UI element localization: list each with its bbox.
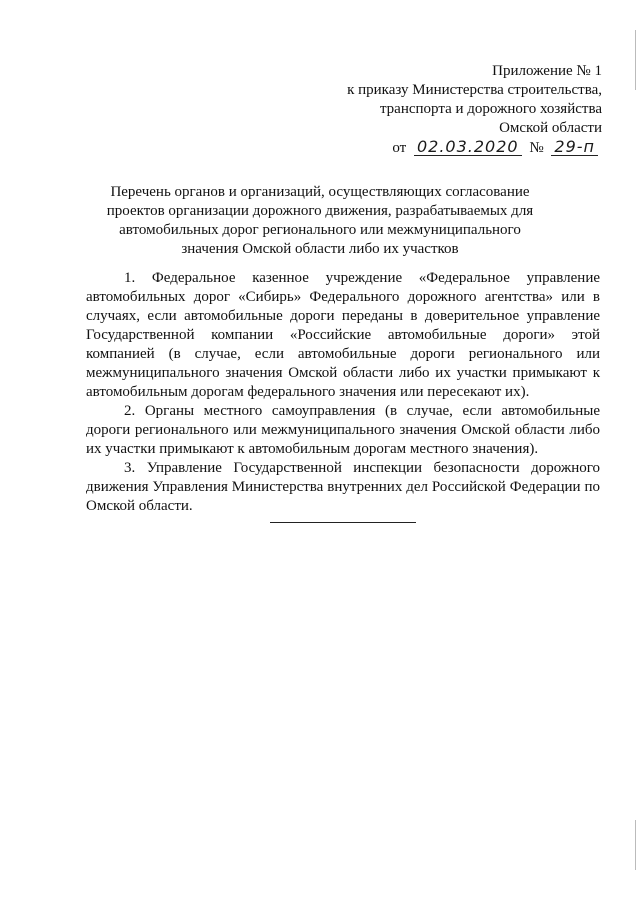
title-line-3: автомобильных дорог регионального или межмуниципального <box>119 222 521 238</box>
scan-edge-mark-bottom <box>635 820 636 870</box>
organization-list <box>86 269 600 516</box>
title-line-4: значения Омской области либо их участков <box>181 241 459 257</box>
order-prefix: от <box>392 140 407 156</box>
order-number-handwritten: 29-п <box>551 139 598 156</box>
appendix-label: Приложение № 1 <box>492 63 602 79</box>
order-line <box>282 139 602 158</box>
list-item-1: 1. Федеральное казенное учреждение «Федеральное управление автомобильных дорог «Сибирь» Федерального дорожного агентства» или в случаях, если автомобильные дороги переданы в доверительное управление Государственной компании «Российские автомобильные дороги» этой компанией (в случае, если автомобильные дороги регионального или межмуниципального значения Омской области либо их участки примыкают к автомобильным дорогам федерального значения или пересекают их). <box>86 270 600 400</box>
appendix-region: Омской области <box>499 120 602 136</box>
appendix-order-ref: к приказу Министерства строительства, <box>347 82 602 98</box>
title-line-2: проектов организации дорожного движения, разрабатываемых для <box>106 203 534 219</box>
list-item-2: 2. Органы местного самоуправления (в случае, если автомобильные дороги регионального или межмуниципального значения Омской области либо их участки примыкают к автомобильным дорогам местного значения). <box>86 403 600 457</box>
scan-edge-mark-top <box>635 30 636 90</box>
document-title <box>100 183 540 259</box>
appendix-header <box>282 62 602 158</box>
order-date-handwritten: 02.03.2020 <box>414 139 522 156</box>
closing-separator-line <box>270 522 416 523</box>
order-number-label: № <box>529 140 544 156</box>
appendix-ministry: транспорта и дорожного хозяйства <box>379 101 602 117</box>
list-item-3: 3. Управление Государственной инспекции безопасности дорожного движения Управления Министерства внутренних дел Российской Федерации по Омской области. <box>86 460 600 514</box>
title-line-1: Перечень органов и организаций, осуществляющих согласование <box>110 184 530 200</box>
